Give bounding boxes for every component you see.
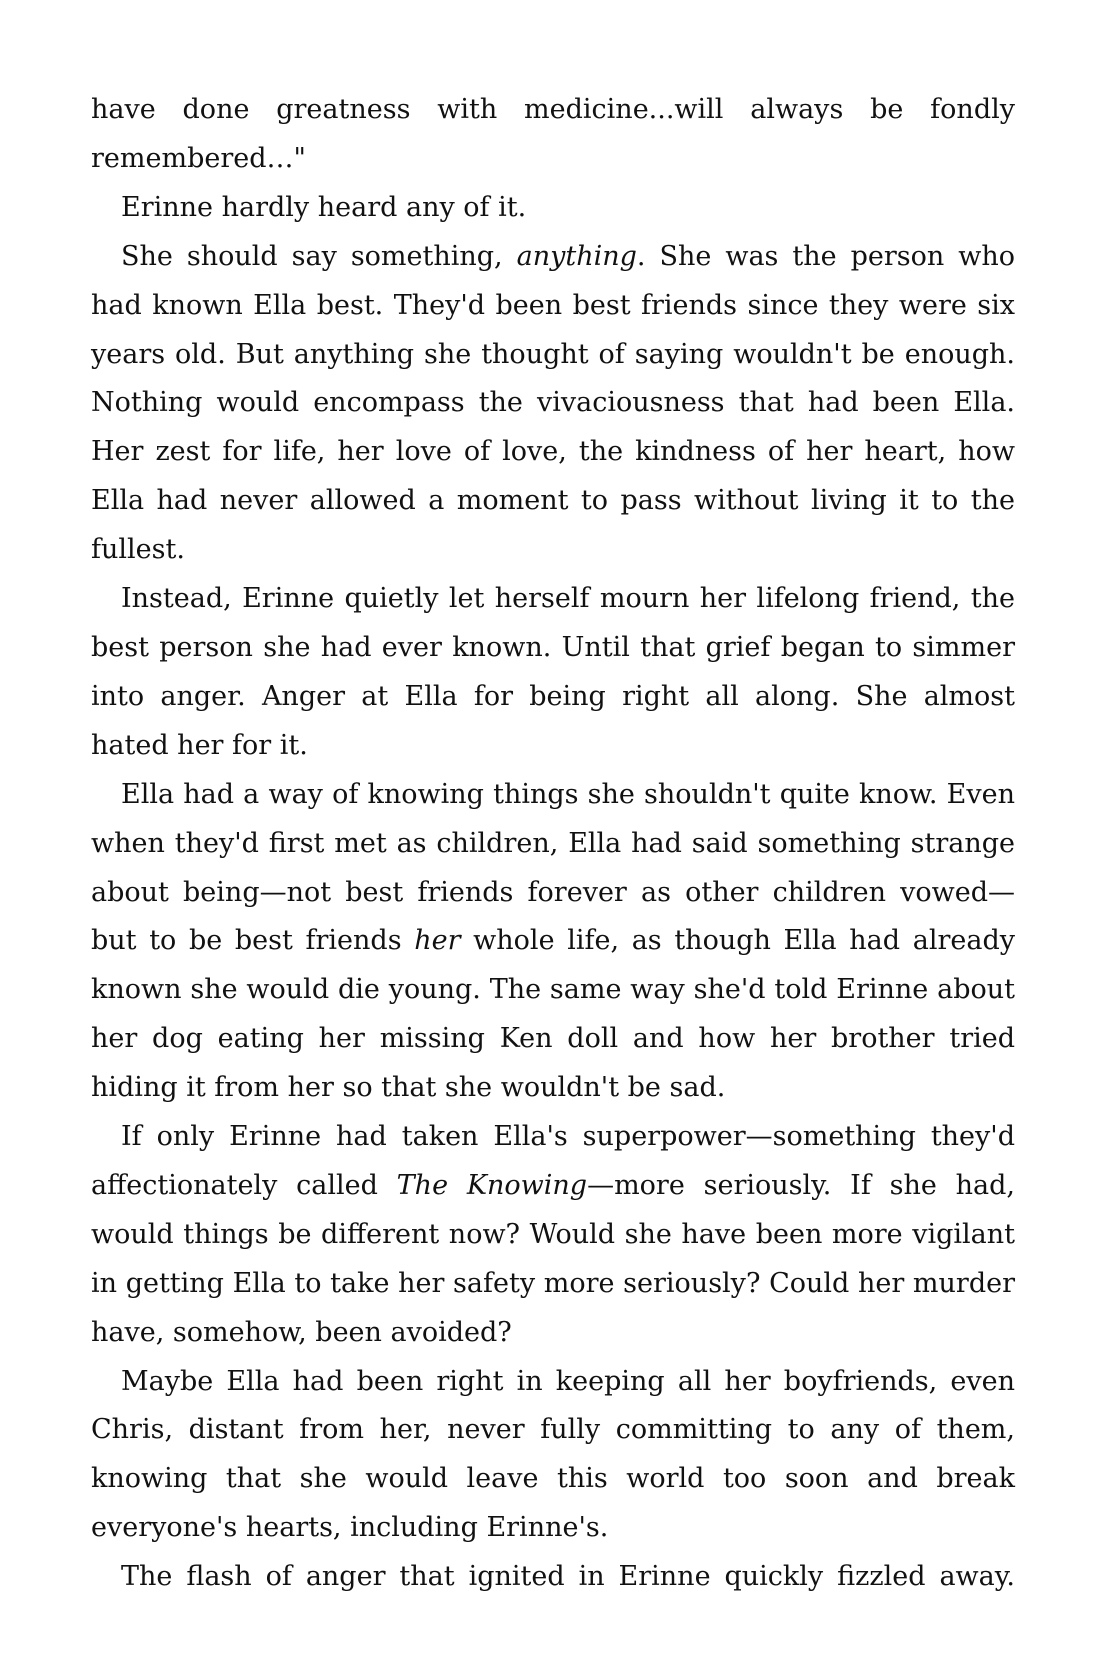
book-page [91,86,1015,1602]
paragraph [91,1113,1015,1358]
paragraph [91,233,1015,575]
italic-text-run: her [414,925,461,957]
text-run: The flash of anger that ignited in Erinne quickly fizzled away. [121,1561,1015,1593]
text-run: whole life, as though Ella had already known she would die young. The same way she'd told Erinne about her dog eating her missing Ken doll and how her brother tried hiding it from her so that she wouldn't be sad. [91,925,1015,1104]
text-run: —more seriously. If she had, would things be different now? Would she have been more vigilant in getting Ella to take her safety more seriously? Could her murder have, somehow, been avoided? [91,1169,1015,1348]
text-run: . She was the person who had known Ella best. They'd been best friends since they were six years old. But anything she thought of saying wouldn't be enough. Nothing would encompass the vivaciousness that had been Ella. Her zest for life, her love of love, the kindness of her heart, how Ella had never allowed a moment to pass without living it to the fullest. [91,240,1015,566]
italic-text-run: The Knowing [396,1169,588,1201]
text-run: have done greatness with medicine...will always be fondly remembered…" [91,94,1015,174]
text-run: Erinne hardly heard any of it. [121,191,527,223]
text-run: If only Erinne had taken Ella's superpower—something they'd affectionately called [91,1121,1015,1201]
italic-text-run: anything [516,240,637,272]
paragraph [91,1358,1015,1554]
paragraph-continued [91,86,1015,184]
text-run: Ella had a way of knowing things she shouldn't quite know. Even when they'd first met as children, Ella had said something strange about being—not best friends forever as other children vowed—but to be best friends [91,778,1015,957]
text-run: Maybe Ella had been right in keeping all her boyfriends, even Chris, distant from her, never fully committing to any of them, knowing that she would leave this world too soon and break everyone's hearts, including Erinne's. [91,1365,1015,1544]
paragraph [91,575,1015,771]
paragraph [91,184,1015,233]
text-run: Instead, Erinne quietly let herself mourn her lifelong friend, the best person she had ever known. Until that grief began to simmer into anger. Anger at Ella for being right all along. She almost hated her for it. [91,583,1015,761]
text-run: She should say something, [121,240,517,272]
paragraph [91,771,1015,1113]
paragraph [91,1553,1015,1602]
